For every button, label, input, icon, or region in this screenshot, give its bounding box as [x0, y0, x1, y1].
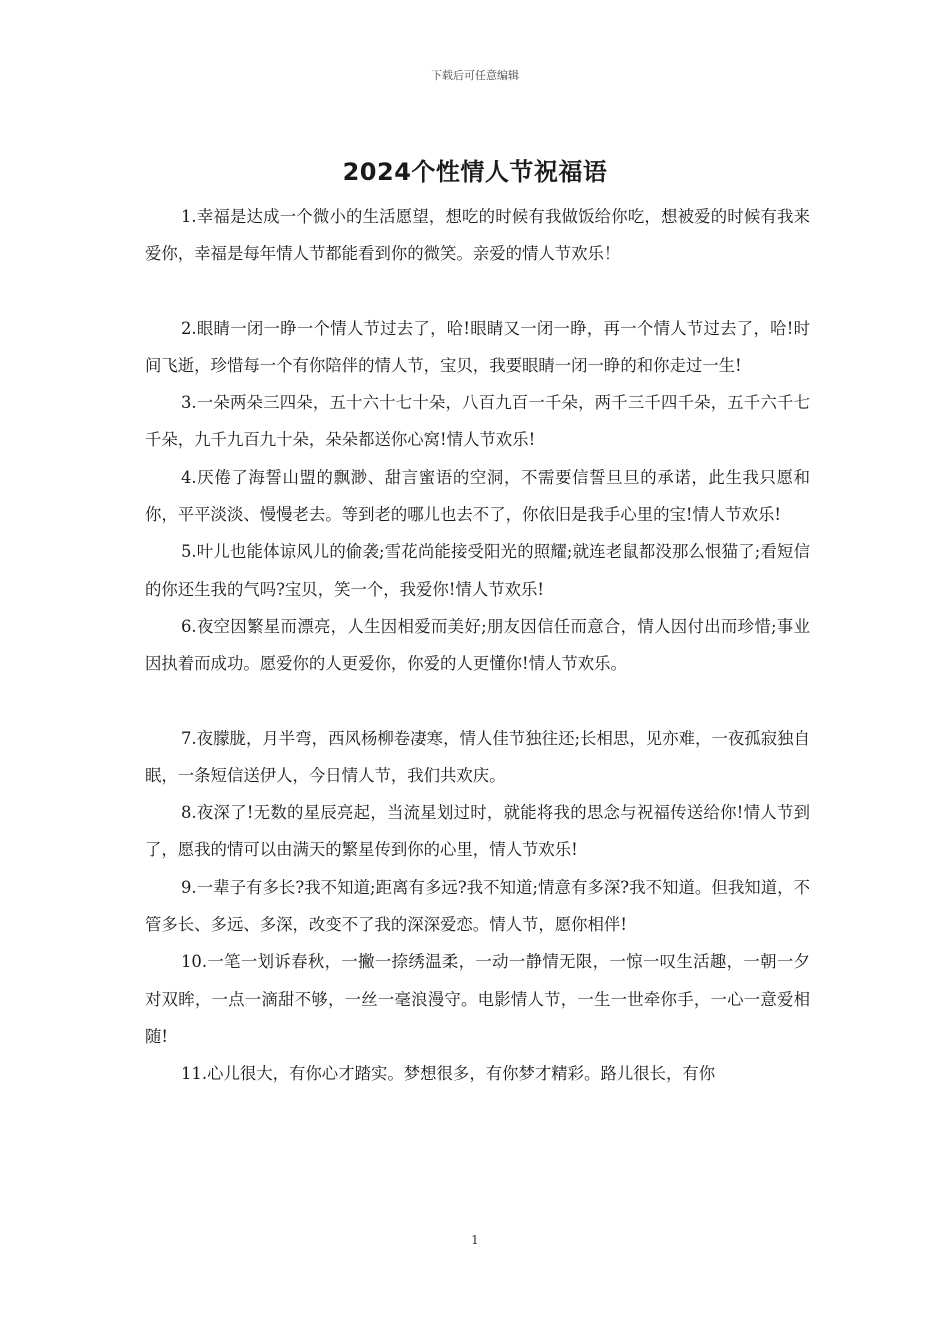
paragraph-1: 1.幸福是达成一个微小的生活愿望，想吃的时候有我做饭给你吃，想被爱的时候有我来爱你，幸福是每年情人节都能看到你的微笑。亲爱的情人节欢乐！	[145, 207, 810, 264]
paragraph-7: 7.夜朦胧，月半弯，西风杨柳卷凄寒，情人佳节独往还;长相思，见亦难，一夜孤寂独自眠，一条短信送伊人，今日情人节，我们共欢庆。	[145, 728, 810, 785]
paragraph-5: 5.叶儿也能体谅风儿的偷袭;雪花尚能接受阳光的照耀;就连老鼠都没那么恨猫了;看短信的你还生我的气吗?宝贝，笑一个，我爱你!情人节欢乐!	[145, 542, 810, 599]
paragraph-4: 4.厌倦了海誓山盟的飘渺、甜言蜜语的空洞，不需要信誓旦旦的承诺，此生我只愿和你，平平淡淡、慢慢老去。等到老的哪儿也去不了，你依旧是我手心里的宝!情人节欢乐!	[145, 467, 810, 525]
document-body	[145, 198, 810, 1093]
paragraph-8: 8.夜深了!无数的星辰亮起，当流星划过时，就能将我的思念与祝福传送给你!情人节到了，愿我的情可以由满天的繁星传到你的心里，情人节欢乐!	[145, 803, 810, 860]
paragraph-11: 11.心儿很大，有你心才踏实。梦想很多，有你梦才精彩。路儿很长，有你	[181, 1064, 716, 1084]
paragraph-9: 9.一辈子有多长?我不知道;距离有多远?我不知道;情意有多深?我不知道。但我知道，不管多长、多远、多深，改变不了我的深深爱恋。情人节，愿你相伴!	[145, 877, 810, 935]
paragraph-6: 6.夜空因繁星而漂亮，人生因相爱而美好;朋友因信任而意合，情人因付出而珍惜;事业因执着而成功。愿爱你的人更爱你，你爱的人更懂你!情人节欢乐。	[145, 616, 810, 674]
page-number: 1	[471, 1233, 479, 1247]
paragraph-2: 2.眼睛一闭一睁一个情人节过去了，哈!眼睛又一闭一睁，再一个情人节过去了，哈!时间飞逝，珍惜每一个有你陪伴的情人节，宝贝，我要眼睛一闭一睁的和你走过一生!	[145, 318, 810, 375]
paragraph-spacer	[145, 683, 810, 720]
header-note: 下载后可任意编辑	[431, 69, 519, 82]
paragraph-10: 10.一笔一划诉春秋，一撇一捺绣温柔，一动一静情无限，一惊一叹生活趣，一朝一夕对双眸，一点一滴甜不够，一丝一毫浪漫守。电影情人节，一生一世牵你手，一心一意爱相随!	[145, 952, 810, 1046]
paragraph-spacer	[145, 273, 810, 310]
paragraph-3: 3.一朵两朵三四朵，五十六十七十朵，八百九百一千朵，两千三千四千朵，五千六千七千朵，九千九百九十朵，朵朵都送你心窝!情人节欢乐!	[145, 393, 810, 450]
document-title: 2024个性情人节祝福语	[342, 158, 608, 186]
